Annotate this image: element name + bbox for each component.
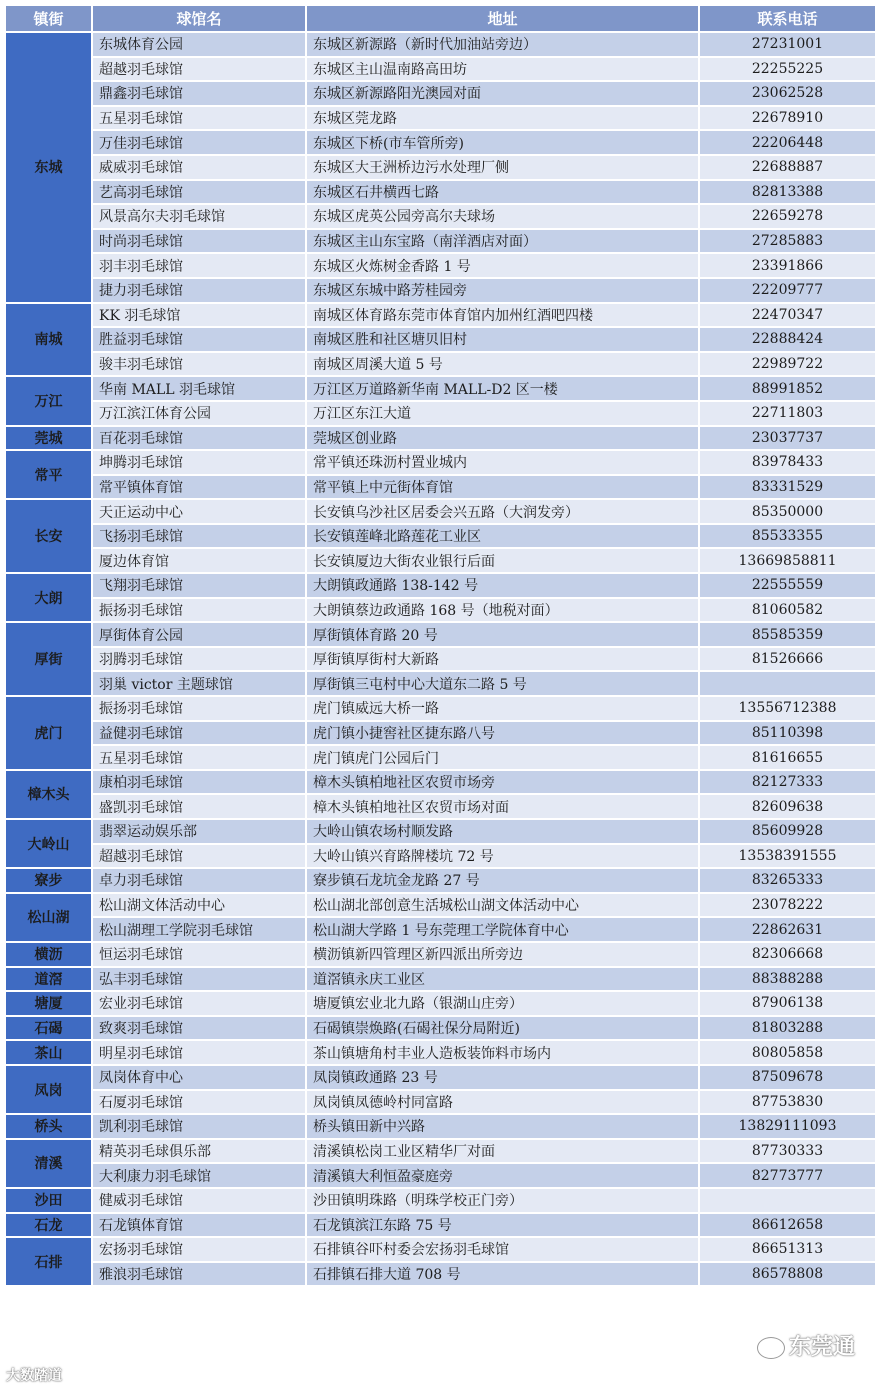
venue-name-cell: KK 羽毛球馆 <box>92 303 306 328</box>
phone-cell: 27285883 <box>699 229 876 254</box>
venue-name-cell: 致爽羽毛球馆 <box>92 1016 306 1041</box>
venue-name-cell: 盛凯羽毛球馆 <box>92 794 306 819</box>
town-cell: 凤岗 <box>5 1065 92 1114</box>
venue-name-cell: 鼎鑫羽毛球馆 <box>92 81 306 106</box>
wechat-icon <box>757 1337 785 1359</box>
table-row <box>5 647 876 672</box>
town-cell: 长安 <box>5 499 92 573</box>
address-cell: 长安镇厦边大街农业银行后面 <box>306 548 699 573</box>
address-cell: 东城区莞龙路 <box>306 106 699 131</box>
venue-name-cell: 厦边体育馆 <box>92 548 306 573</box>
phone-cell: 22678910 <box>699 106 876 131</box>
table-row <box>5 770 876 795</box>
phone-cell: 83331529 <box>699 475 876 500</box>
phone-cell: 81803288 <box>699 1016 876 1041</box>
table-row <box>5 671 876 696</box>
address-cell: 南城区胜和社区塘贝旧村 <box>306 327 699 352</box>
venue-name-cell: 石厦羽毛球馆 <box>92 1090 306 1115</box>
venue-name-cell: 恒运羽毛球馆 <box>92 942 306 967</box>
town-cell: 茶山 <box>5 1040 92 1065</box>
table-row <box>5 573 876 598</box>
table-row <box>5 1114 876 1139</box>
phone-cell: 81060582 <box>699 598 876 623</box>
venue-name-cell: 威威羽毛球馆 <box>92 155 306 180</box>
venue-name-cell: 艺高羽毛球馆 <box>92 180 306 205</box>
table-row <box>5 745 876 770</box>
address-cell: 厚街镇体育路 20 号 <box>306 622 699 647</box>
venue-name-cell: 万佳羽毛球馆 <box>92 130 306 155</box>
table-row <box>5 917 876 942</box>
table-row <box>5 893 876 918</box>
table-row <box>5 1090 876 1115</box>
phone-cell: 80805858 <box>699 1040 876 1065</box>
address-cell: 南城区体育路东莞市体育馆内加州红酒吧四楼 <box>306 303 699 328</box>
address-cell: 东城区东城中路芳桂园旁 <box>306 278 699 303</box>
phone-cell: 13669858811 <box>699 548 876 573</box>
venue-name-cell: 坤腾羽毛球馆 <box>92 450 306 475</box>
address-cell: 东城区主山温南路高田坊 <box>306 57 699 82</box>
table-row <box>5 524 876 549</box>
town-cell: 石龙 <box>5 1213 92 1238</box>
address-cell: 虎门镇小捷窖社区捷东路八号 <box>306 721 699 746</box>
venue-name-cell: 翡翠运动娱乐部 <box>92 819 306 844</box>
phone-cell: 23078222 <box>699 893 876 918</box>
venue-name-cell: 骏丰羽毛球馆 <box>92 352 306 377</box>
phone-cell: 85533355 <box>699 524 876 549</box>
table-row <box>5 204 876 229</box>
phone-cell: 22470347 <box>699 303 876 328</box>
venue-name-cell: 弘丰羽毛球馆 <box>92 967 306 992</box>
table-row <box>5 1237 876 1262</box>
table-row <box>5 253 876 278</box>
address-cell: 东城区主山东宝路（南洋酒店对面） <box>306 229 699 254</box>
table-row <box>5 1139 876 1164</box>
table-row <box>5 622 876 647</box>
town-cell: 清溪 <box>5 1139 92 1188</box>
phone-cell: 22711803 <box>699 401 876 426</box>
venue-name-cell: 凯利羽毛球馆 <box>92 1114 306 1139</box>
venue-name-cell: 宏业羽毛球馆 <box>92 991 306 1016</box>
address-cell: 大岭山镇兴育路牌楼坑 72 号 <box>306 844 699 869</box>
table-row <box>5 696 876 721</box>
phone-cell: 85350000 <box>699 499 876 524</box>
address-cell: 横沥镇新四管理区新四派出所旁边 <box>306 942 699 967</box>
table-row <box>5 1016 876 1041</box>
phone-cell: 23062528 <box>699 81 876 106</box>
address-cell: 南城区周溪大道 5 号 <box>306 352 699 377</box>
phone-cell: 82813388 <box>699 180 876 205</box>
phone-cell: 22206448 <box>699 130 876 155</box>
phone-cell: 22989722 <box>699 352 876 377</box>
address-cell: 常平镇上中元街体育馆 <box>306 475 699 500</box>
address-cell: 清溪镇大利恒盈豪庭旁 <box>306 1163 699 1188</box>
address-cell: 常平镇还珠沥村置业城内 <box>306 450 699 475</box>
phone-cell: 13829111093 <box>699 1114 876 1139</box>
venue-name-cell: 厚街体育公园 <box>92 622 306 647</box>
phone-cell: 87753830 <box>699 1090 876 1115</box>
town-cell: 虎门 <box>5 696 92 770</box>
address-cell: 万江区万道路新华南 MALL-D2 区一楼 <box>306 376 699 401</box>
venue-table <box>4 4 877 1287</box>
town-cell: 寮步 <box>5 868 92 893</box>
address-cell: 万江区东江大道 <box>306 401 699 426</box>
town-cell: 樟木头 <box>5 770 92 819</box>
table-row <box>5 1163 876 1188</box>
address-cell: 虎门镇虎门公园后门 <box>306 745 699 770</box>
town-cell: 万江 <box>5 376 92 425</box>
address-cell: 大朗镇政通路 138-142 号 <box>306 573 699 598</box>
phone-cell: 82609638 <box>699 794 876 819</box>
venue-name-cell: 常平镇体育馆 <box>92 475 306 500</box>
venue-name-cell: 石龙镇体育馆 <box>92 1213 306 1238</box>
venue-name-cell: 振扬羽毛球馆 <box>92 696 306 721</box>
phone-cell: 87906138 <box>699 991 876 1016</box>
phone-cell: 81616655 <box>699 745 876 770</box>
address-cell: 虎门镇威远大桥一路 <box>306 696 699 721</box>
venue-name-cell: 松山湖文体活动中心 <box>92 893 306 918</box>
venue-name-cell: 风景高尔夫羽毛球馆 <box>92 204 306 229</box>
address-cell: 大岭山镇农场村顺发路 <box>306 819 699 844</box>
table-row <box>5 450 876 475</box>
table-row <box>5 130 876 155</box>
address-cell: 大朗镇蔡边政通路 168 号（地税对面） <box>306 598 699 623</box>
table-row <box>5 57 876 82</box>
venue-name-cell: 超越羽毛球馆 <box>92 844 306 869</box>
address-cell: 凤岗镇政通路 23 号 <box>306 1065 699 1090</box>
address-cell: 东城区石井横西七路 <box>306 180 699 205</box>
venue-name-cell: 羽巢 victor 主题球馆 <box>92 671 306 696</box>
phone-cell: 22209777 <box>699 278 876 303</box>
table-row <box>5 942 876 967</box>
address-cell: 东城区下桥(市车管所旁) <box>306 130 699 155</box>
table-row <box>5 155 876 180</box>
table-row <box>5 1065 876 1090</box>
phone-cell: 82306668 <box>699 942 876 967</box>
table-row <box>5 180 876 205</box>
venue-name-cell: 华南 MALL 羽毛球馆 <box>92 376 306 401</box>
table-row <box>5 548 876 573</box>
phone-cell: 81526666 <box>699 647 876 672</box>
table-row <box>5 106 876 131</box>
venue-name-cell: 健威羽毛球馆 <box>92 1188 306 1213</box>
town-cell: 厚街 <box>5 622 92 696</box>
town-cell: 南城 <box>5 303 92 377</box>
venue-name-cell: 捷力羽毛球馆 <box>92 278 306 303</box>
phone-cell: 83978433 <box>699 450 876 475</box>
table-row <box>5 844 876 869</box>
header-address: 地址 <box>306 5 699 32</box>
table-row <box>5 991 876 1016</box>
venue-name-cell: 飞扬羽毛球馆 <box>92 524 306 549</box>
table-row <box>5 819 876 844</box>
address-cell: 桥头镇田新中兴路 <box>306 1114 699 1139</box>
venue-name-cell: 天正运动中心 <box>92 499 306 524</box>
town-cell: 常平 <box>5 450 92 499</box>
table-row <box>5 303 876 328</box>
table-row <box>5 475 876 500</box>
phone-cell: 13538391555 <box>699 844 876 869</box>
address-cell: 长安镇莲峰北路莲花工业区 <box>306 524 699 549</box>
phone-cell: 86578808 <box>699 1262 876 1287</box>
phone-cell: 82127333 <box>699 770 876 795</box>
address-cell: 东城区新源路阳光澳园对面 <box>306 81 699 106</box>
venue-name-cell: 时尚羽毛球馆 <box>92 229 306 254</box>
venue-name-cell: 百花羽毛球馆 <box>92 426 306 451</box>
venue-name-cell: 明星羽毛球馆 <box>92 1040 306 1065</box>
table-row <box>5 229 876 254</box>
address-cell: 清溪镇松岗工业区精华厂对面 <box>306 1139 699 1164</box>
venue-name-cell: 益健羽毛球馆 <box>92 721 306 746</box>
address-cell: 莞城区创业路 <box>306 426 699 451</box>
phone-cell: 86651313 <box>699 1237 876 1262</box>
table-row <box>5 721 876 746</box>
table-row <box>5 81 876 106</box>
header-name: 球馆名 <box>92 5 306 32</box>
town-cell: 石排 <box>5 1237 92 1286</box>
address-cell: 厚街镇厚街村大新路 <box>306 647 699 672</box>
table-row <box>5 426 876 451</box>
address-cell: 道滘镇永庆工业区 <box>306 967 699 992</box>
phone-cell <box>699 1188 876 1213</box>
table-row <box>5 598 876 623</box>
address-cell: 樟木头镇柏地社区农贸市场对面 <box>306 794 699 819</box>
venue-name-cell: 五星羽毛球馆 <box>92 745 306 770</box>
address-cell: 石龙镇滨江东路 75 号 <box>306 1213 699 1238</box>
town-cell: 松山湖 <box>5 893 92 942</box>
header-phone: 联系电话 <box>699 5 876 32</box>
address-cell: 凤岗镇凤德岭村同富路 <box>306 1090 699 1115</box>
table-row <box>5 278 876 303</box>
table-row <box>5 352 876 377</box>
venue-name-cell: 宏扬羽毛球馆 <box>92 1237 306 1262</box>
phone-cell: 22555559 <box>699 573 876 598</box>
phone-cell: 85110398 <box>699 721 876 746</box>
address-cell: 东城区大王洲桥边污水处理厂侧 <box>306 155 699 180</box>
venue-name-cell: 飞翔羽毛球馆 <box>92 573 306 598</box>
address-cell: 寮步镇石龙坑金龙路 27 号 <box>306 868 699 893</box>
town-cell: 道滘 <box>5 967 92 992</box>
address-cell: 长安镇乌沙社区居委会兴五路（大润发旁） <box>306 499 699 524</box>
phone-cell: 27231001 <box>699 32 876 57</box>
address-cell: 茶山镇塘角村丰业人造板装饰料市场内 <box>306 1040 699 1065</box>
venue-name-cell: 万江滨江体育公园 <box>92 401 306 426</box>
town-cell: 沙田 <box>5 1188 92 1213</box>
table-row <box>5 868 876 893</box>
phone-cell: 82773777 <box>699 1163 876 1188</box>
table-body <box>5 32 876 1286</box>
address-cell: 厚街镇三屯村中心大道东二路 5 号 <box>306 671 699 696</box>
phone-cell: 22255225 <box>699 57 876 82</box>
venue-name-cell: 羽丰羽毛球馆 <box>92 253 306 278</box>
phone-cell: 13556712388 <box>699 696 876 721</box>
phone-cell: 85609928 <box>699 819 876 844</box>
town-cell: 大岭山 <box>5 819 92 868</box>
town-cell: 莞城 <box>5 426 92 451</box>
venue-name-cell: 振扬羽毛球馆 <box>92 598 306 623</box>
table-row <box>5 376 876 401</box>
phone-cell: 22688887 <box>699 155 876 180</box>
venue-name-cell: 松山湖理工学院羽毛球馆 <box>92 917 306 942</box>
phone-cell: 23391866 <box>699 253 876 278</box>
table-row <box>5 1188 876 1213</box>
phone-cell: 88991852 <box>699 376 876 401</box>
address-cell: 东城区火炼树金香路 1 号 <box>306 253 699 278</box>
phone-cell: 23037737 <box>699 426 876 451</box>
table-row <box>5 1262 876 1287</box>
table-row <box>5 499 876 524</box>
table-row <box>5 32 876 57</box>
venue-name-cell: 康柏羽毛球馆 <box>92 770 306 795</box>
phone-cell <box>699 671 876 696</box>
address-cell: 石排镇石排大道 708 号 <box>306 1262 699 1287</box>
address-cell: 松山湖大学路 1 号东莞理工学院体育中心 <box>306 917 699 942</box>
venue-name-cell: 羽腾羽毛球馆 <box>92 647 306 672</box>
town-cell: 塘厦 <box>5 991 92 1016</box>
table-row <box>5 1213 876 1238</box>
town-cell: 桥头 <box>5 1114 92 1139</box>
table-row <box>5 967 876 992</box>
header-row <box>5 5 876 32</box>
venue-name-cell: 凤岗体育中心 <box>92 1065 306 1090</box>
venue-name-cell: 胜益羽毛球馆 <box>92 327 306 352</box>
address-cell: 樟木头镇柏地社区农贸市场旁 <box>306 770 699 795</box>
table-row <box>5 401 876 426</box>
phone-cell: 22659278 <box>699 204 876 229</box>
venue-name-cell: 精英羽毛球俱乐部 <box>92 1139 306 1164</box>
phone-cell: 83265333 <box>699 868 876 893</box>
header-town: 镇街 <box>5 5 92 32</box>
venue-name-cell: 东城体育公园 <box>92 32 306 57</box>
town-cell: 石碣 <box>5 1016 92 1041</box>
phone-cell: 86612658 <box>699 1213 876 1238</box>
venue-name-cell: 五星羽毛球馆 <box>92 106 306 131</box>
address-cell: 石排镇谷吓村委会宏扬羽毛球馆 <box>306 1237 699 1262</box>
phone-cell: 87730333 <box>699 1139 876 1164</box>
venue-name-cell: 超越羽毛球馆 <box>92 57 306 82</box>
phone-cell: 88388288 <box>699 967 876 992</box>
table-row <box>5 794 876 819</box>
phone-cell: 22862631 <box>699 917 876 942</box>
town-cell: 东城 <box>5 32 92 303</box>
table-row <box>5 1040 876 1065</box>
phone-cell: 22888424 <box>699 327 876 352</box>
watermark-left: 大数踏道 <box>6 1368 62 1384</box>
phone-cell: 87509678 <box>699 1065 876 1090</box>
venue-name-cell: 卓力羽毛球馆 <box>92 868 306 893</box>
address-cell: 东城区新源路（新时代加油站旁边） <box>306 32 699 57</box>
address-cell: 沙田镇明珠路（明珠学校正门旁） <box>306 1188 699 1213</box>
address-cell: 石碣镇崇焕路(石碣社保分局附近) <box>306 1016 699 1041</box>
address-cell: 塘厦镇宏业北九路（银湖山庄旁） <box>306 991 699 1016</box>
phone-cell: 85585359 <box>699 622 876 647</box>
watermark-right: 东莞通 <box>757 1330 855 1361</box>
town-cell: 横沥 <box>5 942 92 967</box>
table-row <box>5 327 876 352</box>
town-cell: 大朗 <box>5 573 92 622</box>
venue-name-cell: 雅浪羽毛球馆 <box>92 1262 306 1287</box>
address-cell: 松山湖北部创意生活城松山湖文体活动中心 <box>306 893 699 918</box>
venue-name-cell: 大利康力羽毛球馆 <box>92 1163 306 1188</box>
address-cell: 东城区虎英公园旁高尔夫球场 <box>306 204 699 229</box>
